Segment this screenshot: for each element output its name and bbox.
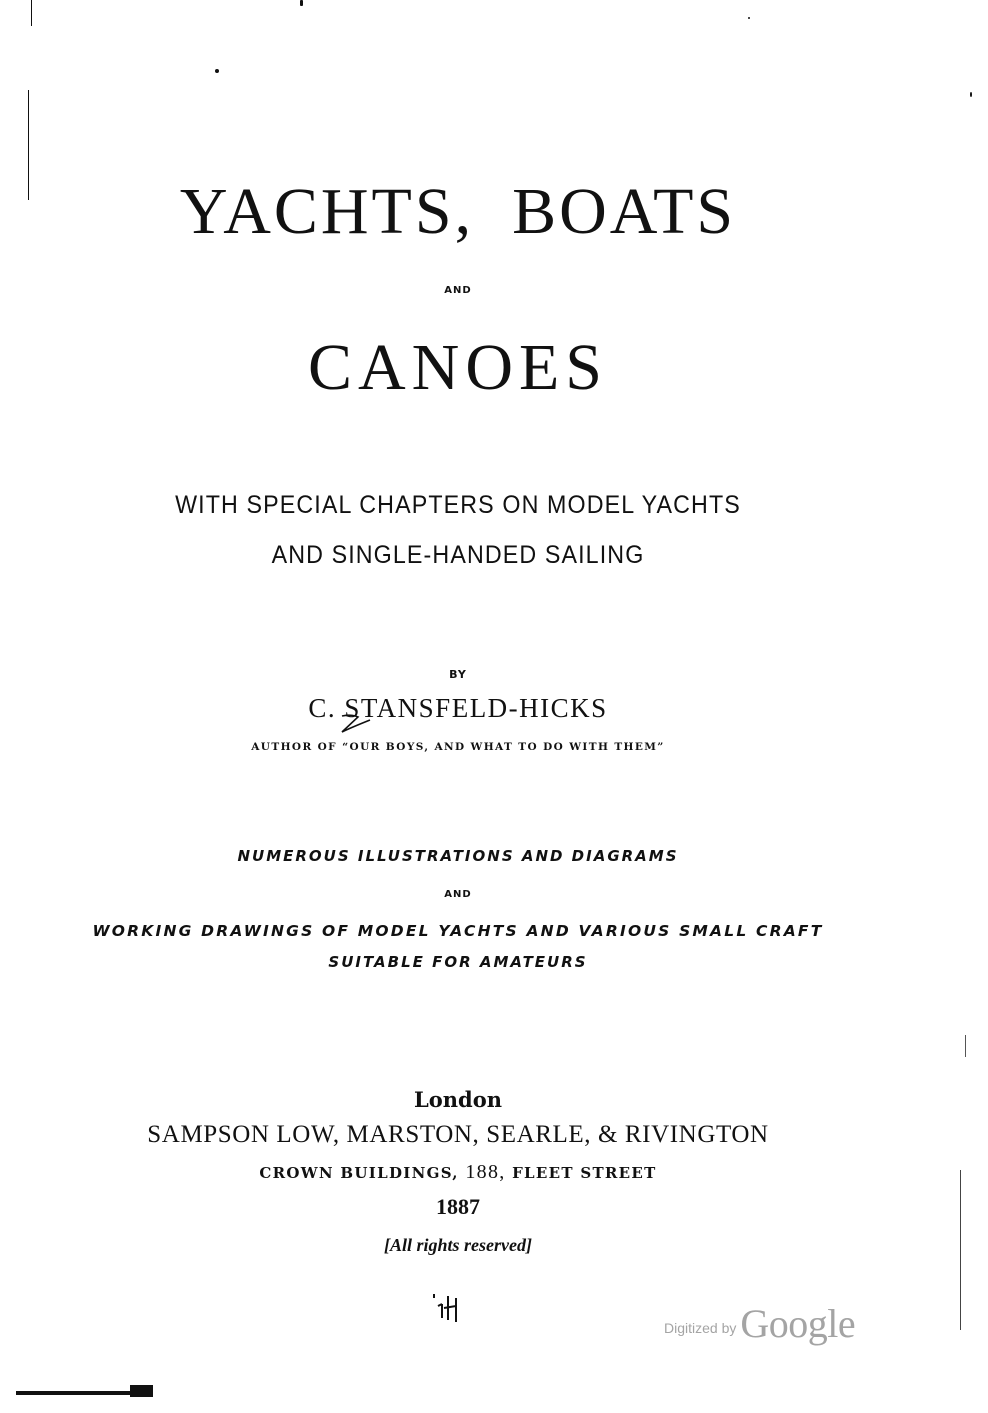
scan-speck xyxy=(215,69,219,73)
illustrations-conjunction: AND xyxy=(444,889,472,900)
publication-year: 1887 xyxy=(436,1194,480,1219)
right-margin-rule xyxy=(960,1170,961,1330)
left-margin-rule-top xyxy=(31,0,32,26)
by-label: BY xyxy=(449,668,467,681)
illustrations-line-1: NUMEROUS ILLUSTRATIONS AND DIAGRAMS xyxy=(237,847,679,865)
handwritten-mark-icon xyxy=(336,712,376,738)
author-name: C. STANSFELD-HICKS xyxy=(308,693,608,723)
address-building: CROWN BUILDINGS, xyxy=(259,1164,459,1182)
title-conjunction: AND xyxy=(444,285,472,296)
watermark-brand: Google xyxy=(740,1301,856,1346)
publisher-name: SAMPSON LOW, MARSTON, SEARLE, & RIVINGTON xyxy=(147,1121,769,1148)
publication-city: London xyxy=(414,1087,502,1112)
address-street: FLEET STREET xyxy=(512,1164,657,1182)
scan-speck xyxy=(748,17,750,19)
right-margin-rule-top xyxy=(965,1035,966,1057)
digitized-by-google-watermark xyxy=(664,1300,855,1347)
author-previous-work: AUTHOR OF “OUR BOYS, AND WHAT TO DO WITH THEM” xyxy=(251,741,665,753)
publisher-address xyxy=(0,1160,916,1185)
title-word-yachts: YACHTS, xyxy=(179,175,475,248)
bottom-left-bar-block xyxy=(130,1385,153,1397)
rights-notice: [All rights reserved] xyxy=(384,1235,532,1255)
book-title-line-1 xyxy=(0,172,916,252)
illustrations-line-2: WORKING DRAWINGS OF MODEL YACHTS AND VARIOUS SMALL CRAFT xyxy=(92,922,824,940)
illustrations-line-3: SUITABLE FOR AMATEURS xyxy=(328,953,588,971)
library-shelfmark-icon xyxy=(430,1290,470,1326)
book-title-line-2: CANOES xyxy=(307,331,609,404)
scan-speck xyxy=(970,92,972,97)
address-number: 188, xyxy=(465,1161,506,1183)
subtitle-line-1: WITH SPECIAL CHAPTERS ON MODEL YACHTS xyxy=(175,491,741,519)
title-word-boats: BOATS xyxy=(512,175,737,248)
subtitle-line-2: AND SINGLE-HANDED SAILING xyxy=(271,541,645,569)
watermark-prefix: Digitized by xyxy=(664,1320,737,1336)
scan-speck xyxy=(300,0,303,6)
